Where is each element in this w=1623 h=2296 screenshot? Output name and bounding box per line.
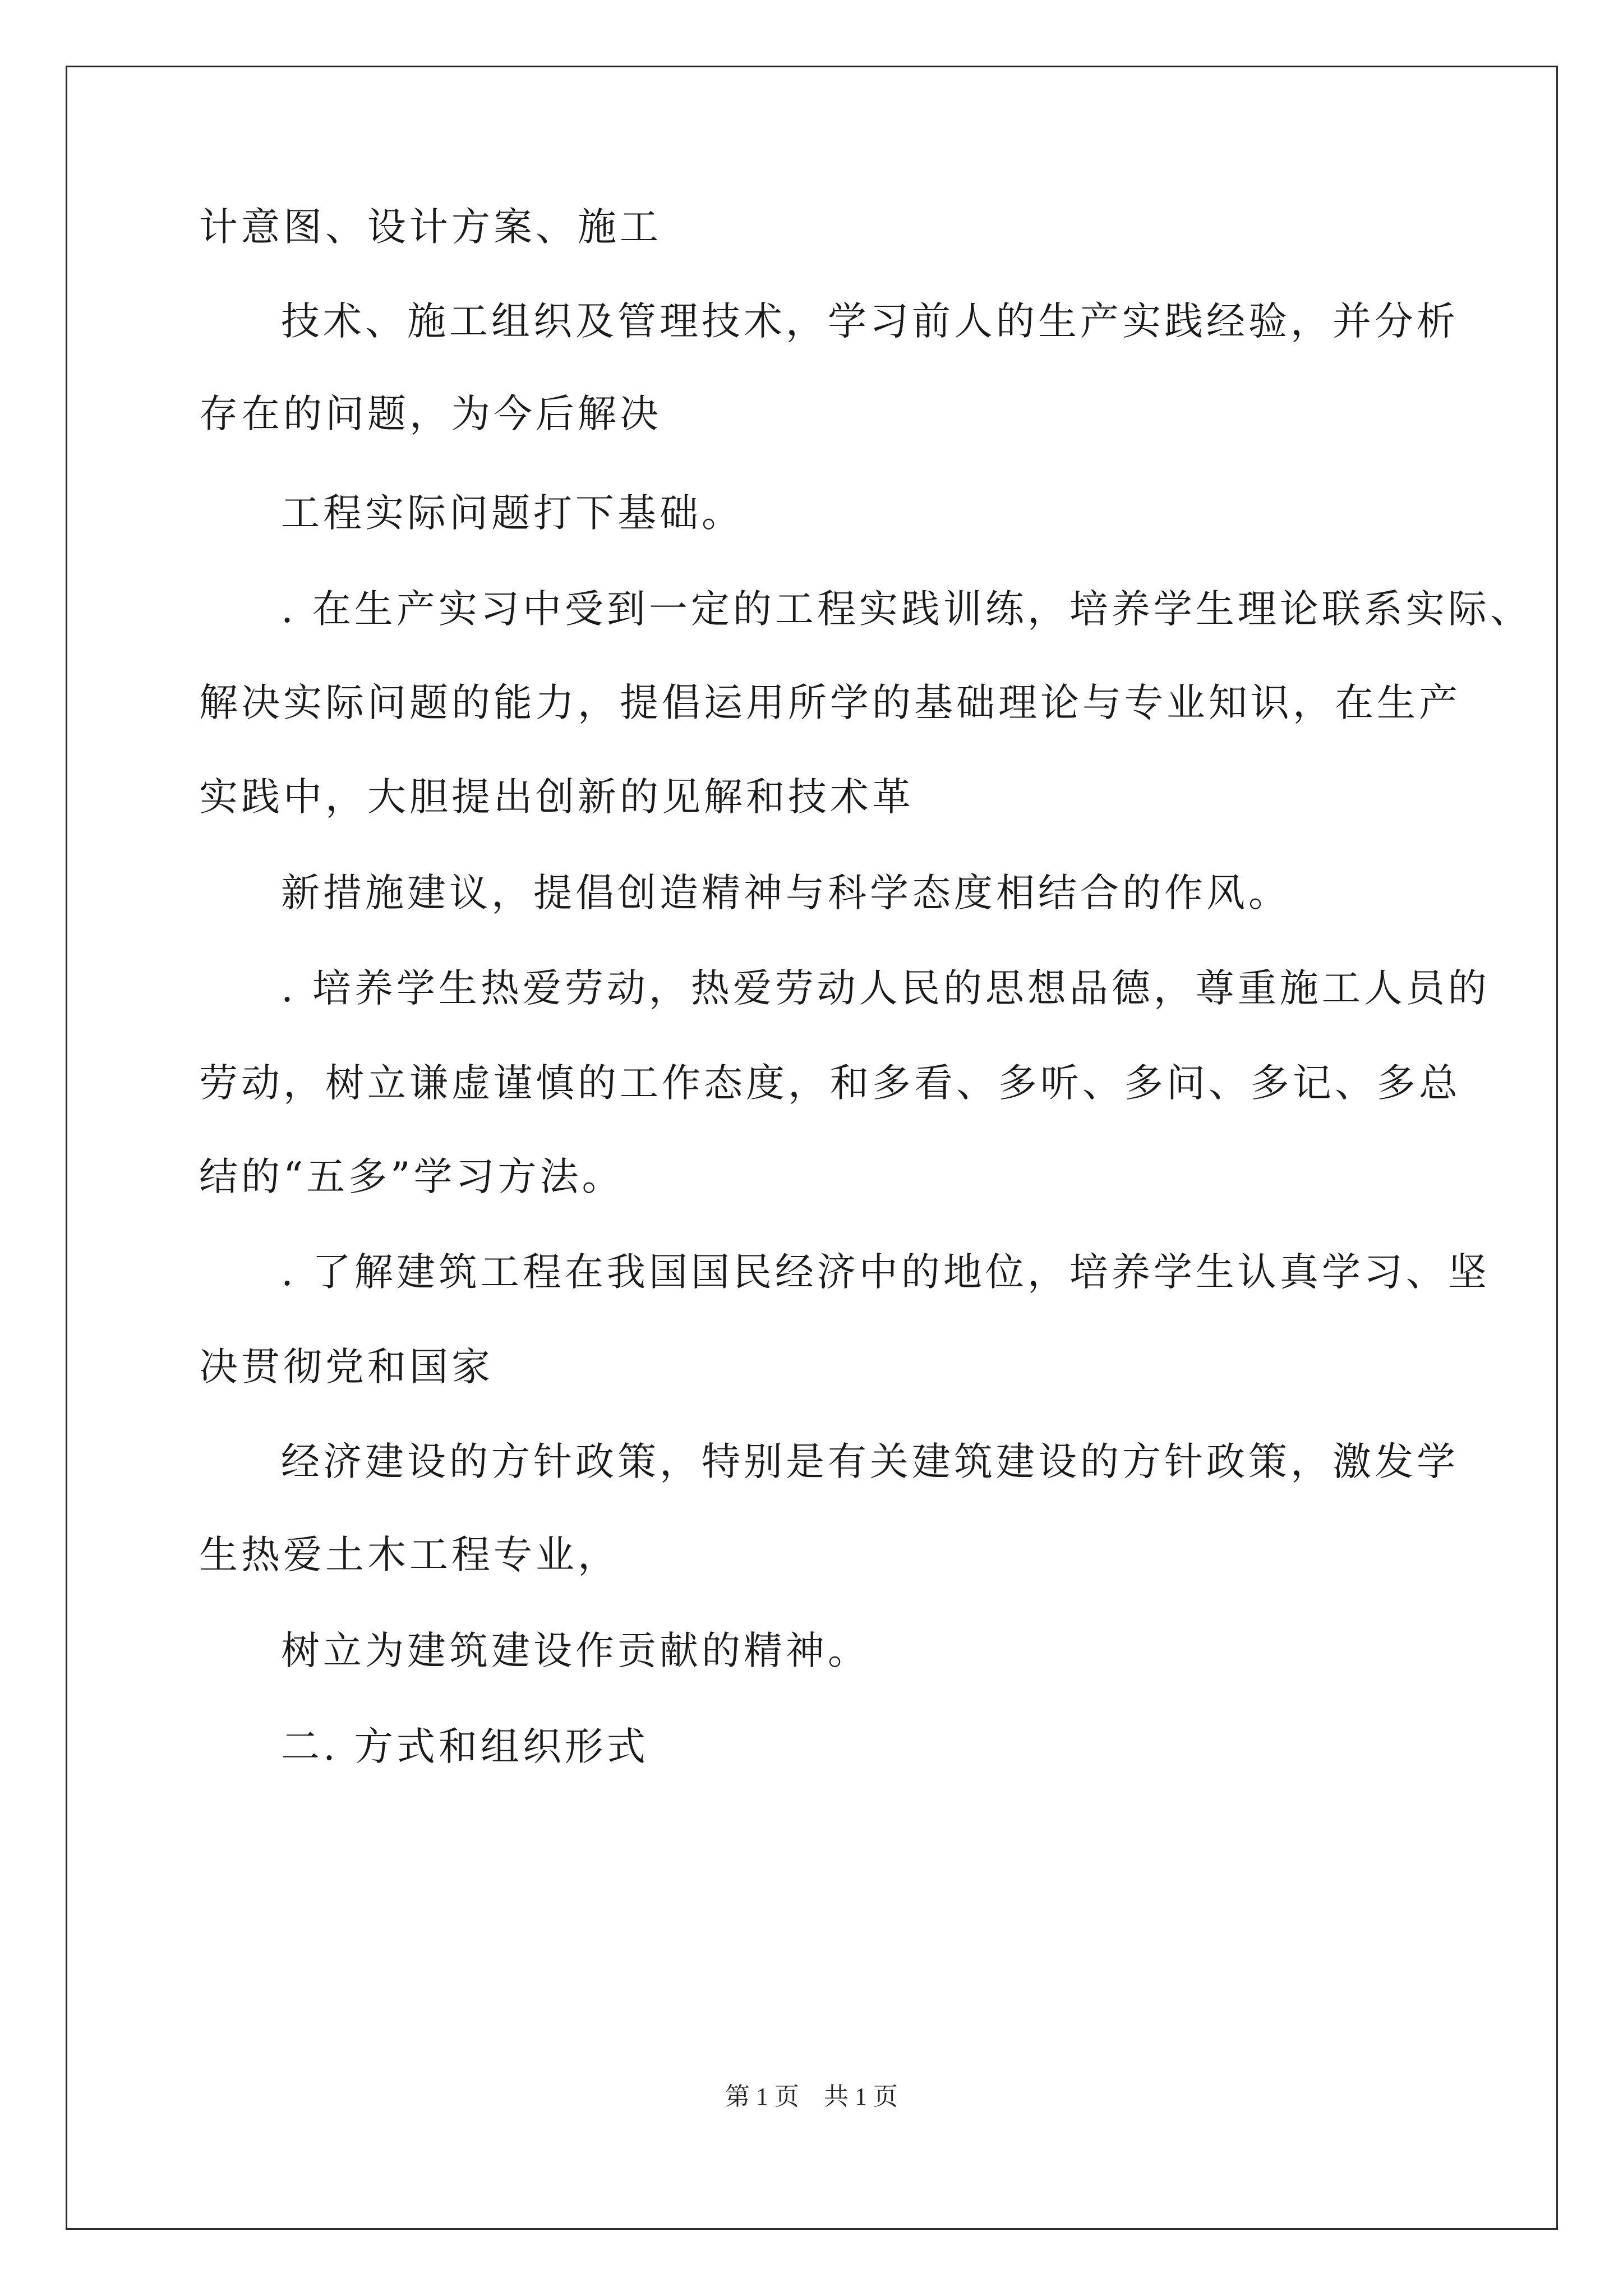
section-heading: 二. 方式和组织形式 [281,1724,649,1769]
text-line: 解决实际问题的能力，提倡运用所学的基础理论与专业知识，在生产 [199,680,1461,725]
text-line: 决贯彻党和国家 [199,1345,494,1389]
page-number-total: 共 1 页 [824,2083,898,2110]
text-line: . 了解建筑工程在我国国民经济中的地位，培养学生认真学习、坚 [281,1250,1490,1295]
page-footer [0,2080,1623,2114]
text-line: 经济建设的方针政策，特别是有关建筑建设的方针政策，激发学 [281,1439,1459,1484]
text-line: . 在生产实习中受到一定的工程实践训练，培养学生理论联系实际、 [281,587,1532,632]
text-line: 劳动，树立谦虚谨慎的工作态度，和多看、多听、多问、多记、多总 [199,1061,1461,1106]
text-line: 树立为建筑建设作贡献的精神。 [281,1628,870,1673]
text-line: 工程实际问题打下基础。 [281,491,744,536]
text-line: 结的“五多”学习方法。 [199,1154,624,1199]
text-line: 实践中，大胆提出创新的见解和技术革 [199,775,914,820]
text-line: 计意图、设计方案、施工 [199,205,662,250]
text-line: 新措施建议，提倡创造精神与科学态度相结合的作风。 [281,871,1290,915]
text-line: . 培养学生热爱劳动，热爱劳动人民的思想品德，尊重施工人员的 [281,966,1490,1011]
text-line: 技术、施工组织及管理技术，学习前人的生产实践经验，并分析 [281,299,1459,344]
text-line: 存在的问题，为今后解决 [199,392,662,436]
page-number-current: 第 1 页 [725,2083,799,2110]
text-line: 生热爱土木工程专业， [199,1533,620,1577]
